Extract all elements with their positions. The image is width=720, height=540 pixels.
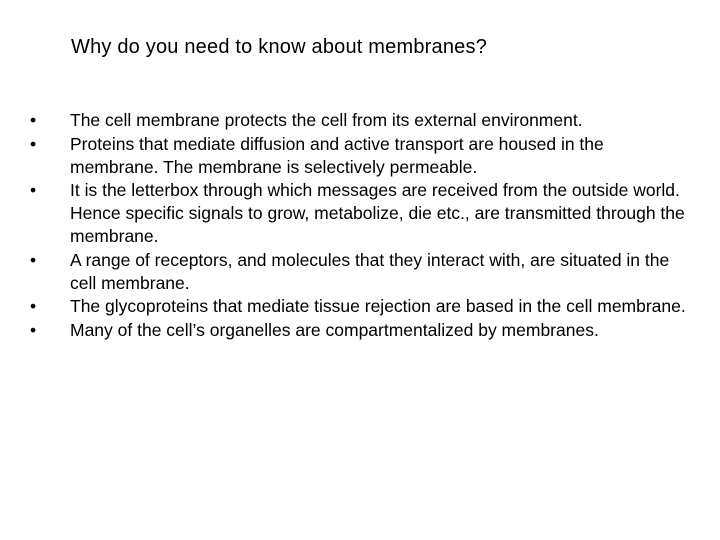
bullet-icon: • xyxy=(30,110,37,130)
bullet-item xyxy=(30,133,690,179)
bullet-list xyxy=(30,109,690,342)
bullet-text: Proteins that mediate diffusion and active transport are housed in the membrane. The membrane is selectively permeable. xyxy=(70,133,604,177)
bullet-item xyxy=(30,249,690,295)
bullet-item xyxy=(30,295,690,318)
bullet-text: It is the letterbox through which messages are received from the outside world. Hence specific signals to grow, metabolize, die etc., are transmitted through the membrane. xyxy=(70,180,685,246)
bullet-text: Many of the cell’s organelles are compartmentalized by membranes. xyxy=(70,319,599,340)
bullet-item xyxy=(30,179,690,248)
bullet-icon: • xyxy=(30,296,37,316)
bullet-item xyxy=(30,319,690,342)
bullet-icon: • xyxy=(30,319,37,340)
bullet-text: The glycoproteins that mediate tissue rejection are based in the cell membrane. xyxy=(70,296,686,316)
bullet-icon: • xyxy=(30,249,37,270)
bullet-icon: • xyxy=(30,133,37,154)
bullet-item xyxy=(30,109,690,132)
bullet-text: The cell membrane protects the cell from its external environment. xyxy=(70,110,583,130)
bullet-icon: • xyxy=(30,180,37,200)
slide-title: Why do you need to know about membranes? xyxy=(71,36,488,58)
bullet-text: A range of receptors, and molecules that they interact with, are situated in the cell membrane. xyxy=(70,249,670,293)
